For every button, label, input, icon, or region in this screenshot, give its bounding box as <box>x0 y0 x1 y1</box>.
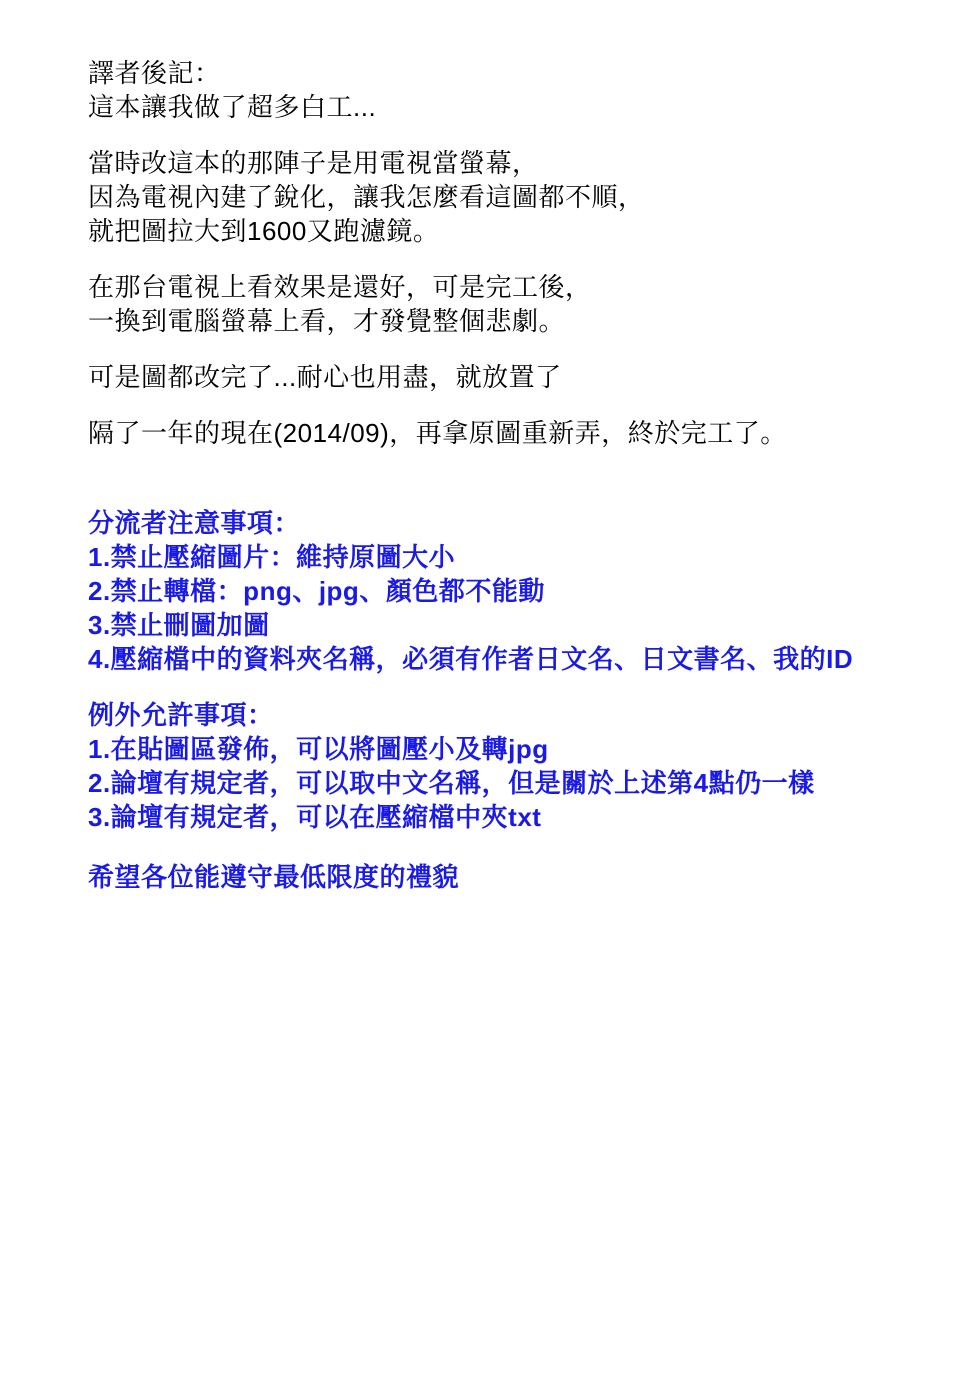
sharer-rules-section <box>88 506 910 676</box>
translator-note-paragraph <box>88 360 910 394</box>
sharer-rule-item: 2.禁止轉檔：png、jpg、顏色都不能動 <box>88 576 545 606</box>
translator-note-section <box>88 56 910 450</box>
closing-section <box>88 860 910 894</box>
translator-note-line: 在那台電視上看效果是還好，可是完工後， <box>88 272 592 302</box>
sharer-rules-heading: 分流者注意事項： <box>88 508 301 538</box>
translator-note-line: 一換到電腦螢幕上看，才發覺整個悲劇。 <box>88 306 566 336</box>
translator-note-line: 當時改這本的那陣子是用電視當螢幕， <box>88 148 539 178</box>
translator-note-line: 就把圖拉大到1600又跑濾鏡。 <box>88 216 440 246</box>
exceptions-heading: 例外允許事項： <box>88 700 274 730</box>
translator-note-paragraph <box>88 146 910 248</box>
sharer-rule-item: 1.禁止壓縮圖片：維持原圖大小 <box>88 542 456 572</box>
closing-message: 希望各位能遵守最低限度的禮貌 <box>88 862 460 892</box>
translator-note-heading: 譯者後記： <box>88 58 221 88</box>
sharer-rule-item: 3.禁止刪圖加圖 <box>88 610 270 640</box>
translator-note-line: 因為電視內建了銳化，讓我怎麼看這圖都不順， <box>88 182 645 212</box>
exception-item: 3.論壇有規定者，可以在壓縮檔中夾txt <box>88 802 542 832</box>
translator-note-line: 可是圖都改完了...耐心也用盡，就放置了 <box>88 362 562 392</box>
translator-note-line: 隔了一年的現在(2014/09)，再拿原圖重新弄，終於完工了。 <box>88 418 787 448</box>
sharer-rule-item: 4.壓縮檔中的資料夾名稱，必須有作者日文名、日文書名、我的ID <box>88 644 854 674</box>
exception-item: 1.在貼圖區發佈，可以將圖壓小及轉jpg <box>88 734 549 764</box>
translator-note-paragraph <box>88 416 910 450</box>
translator-note-line: 這本讓我做了超多白工... <box>88 92 377 122</box>
translator-note-paragraph <box>88 56 910 124</box>
exceptions-section <box>88 698 910 834</box>
exception-item: 2.論壇有規定者，可以取中文名稱，但是關於上述第4點仍一樣 <box>88 768 815 798</box>
translator-note-paragraph <box>88 270 910 338</box>
